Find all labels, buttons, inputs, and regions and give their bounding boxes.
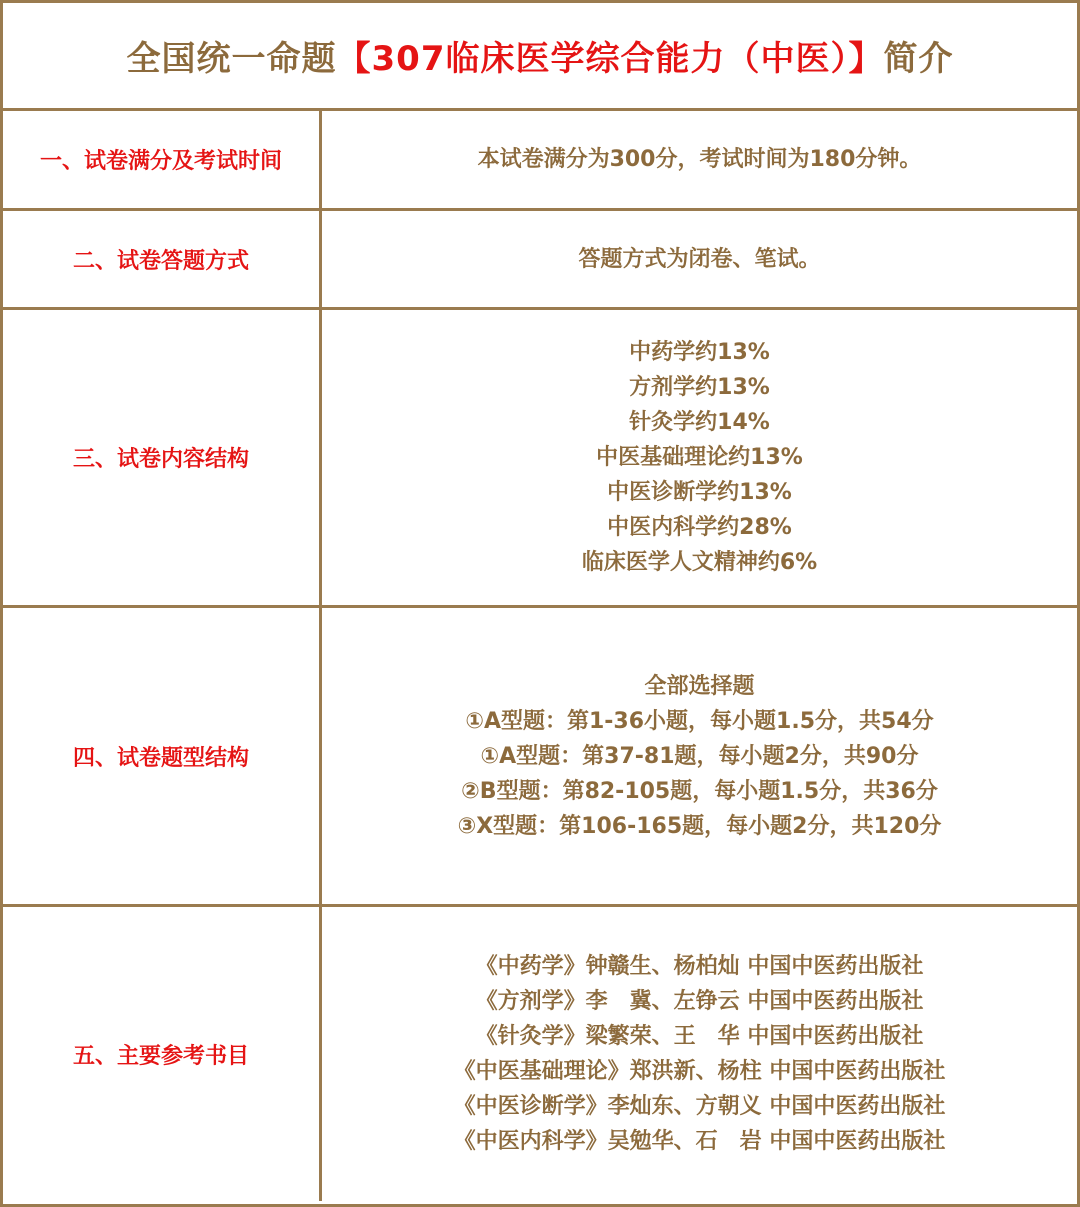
row-label: 五、主要参考书目 [3, 907, 322, 1201]
content-line: 《中医内科学》吴勉华、石 岩 中国中医药出版社 [453, 1129, 946, 1154]
table-title [3, 3, 1077, 111]
content-line: 答题方式为闭卷、笔试。 [578, 246, 821, 272]
table-row-score-time [3, 111, 1077, 211]
content-line: 中医内科学约28% [607, 515, 792, 540]
content-line: 《中药学》钟赣生、杨柏灿 中国中医药出版社 [475, 954, 924, 979]
content-line: ②B型题：第82-105题，每小题1.5分，共36分 [461, 778, 938, 804]
table-row-answer-method [3, 211, 1077, 310]
row-content [322, 608, 1077, 904]
row-content [322, 211, 1077, 307]
table-row-content-structure [3, 310, 1077, 608]
row-label: 一、试卷满分及考试时间 [3, 111, 322, 208]
title-prefix: 全国统一命题 [126, 39, 337, 79]
content-line: ①A型题：第37-81题，每小题2分，共90分 [480, 743, 919, 769]
content-line: 本试卷满分为300分，考试时间为180分钟。 [477, 147, 922, 172]
content-line: 方剂学约13% [629, 375, 770, 400]
row-content [322, 310, 1077, 605]
row-label: 三、试卷内容结构 [3, 310, 322, 605]
table-row-reference-books [3, 907, 1077, 1201]
content-line: 中药学约13% [629, 340, 770, 365]
content-line: ①A型题：第1-36小题，每小题1.5分，共54分 [465, 708, 934, 734]
content-line: 全部选择题 [644, 673, 755, 699]
table-row-question-types [3, 608, 1077, 907]
row-label: 四、试卷题型结构 [3, 608, 322, 904]
content-line: 《方剂学》李 冀、左铮云 中国中医药出版社 [475, 989, 924, 1014]
content-line: 临床医学人文精神约6% [581, 550, 818, 575]
content-line: ③X型题：第106-165题，每小题2分，共120分 [457, 813, 942, 839]
row-content [322, 111, 1077, 208]
row-label: 二、试卷答题方式 [3, 211, 322, 307]
content-line: 《针灸学》梁繁荣、王 华 中国中医药出版社 [475, 1024, 924, 1049]
row-content [322, 907, 1077, 1201]
title-highlight: 【307临床医学综合能力（中医）】 [336, 39, 884, 79]
content-line: 中医基础理论约13% [596, 445, 803, 470]
content-line: 《中医诊断学》李灿东、方朝义 中国中医药出版社 [453, 1094, 946, 1119]
content-line: 针灸学约14% [629, 410, 770, 435]
content-line: 中医诊断学约13% [607, 480, 792, 505]
content-line: 《中医基础理论》郑洪新、杨柱 中国中医药出版社 [453, 1059, 946, 1084]
title-suffix: 简介 [883, 39, 954, 79]
